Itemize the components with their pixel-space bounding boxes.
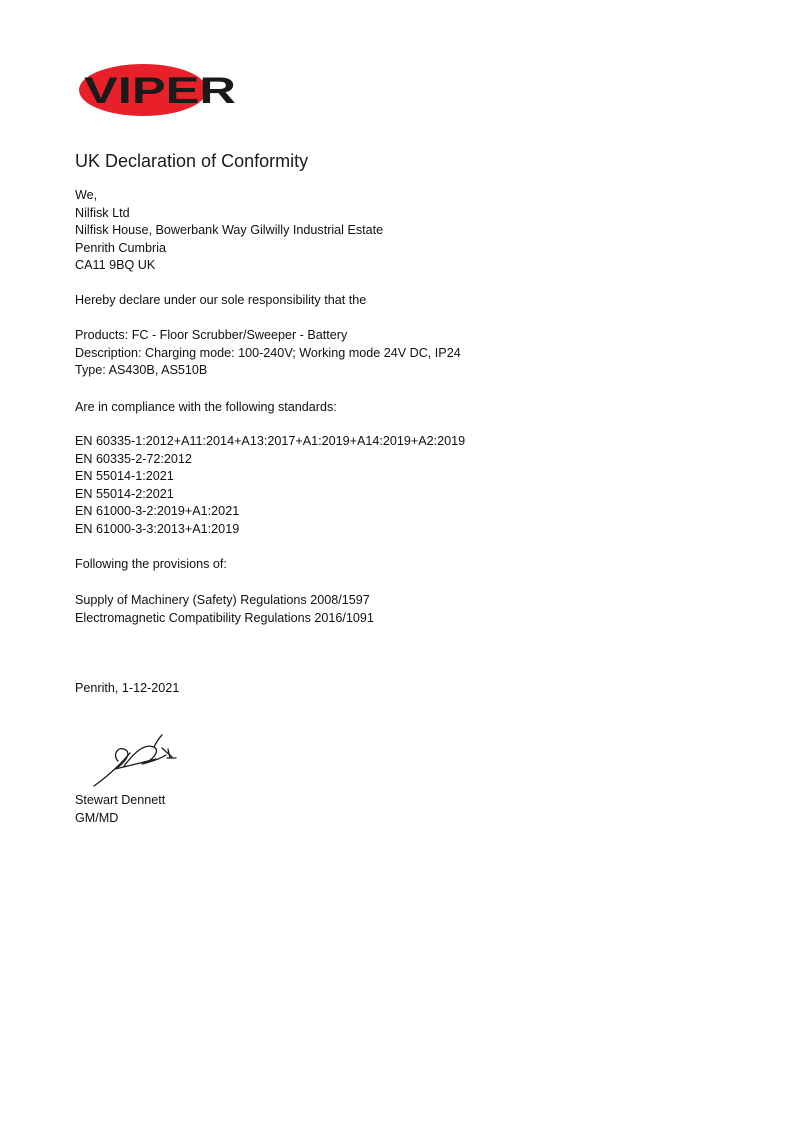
address-line: CA11 9BQ UK — [75, 258, 156, 272]
signatory-block — [75, 792, 165, 827]
standard-item: EN 55014-2:2021 — [75, 486, 174, 501]
place-date-text: Penrith, 1-12-2021 — [75, 681, 180, 695]
standards-intro-text: Are in compliance with the following standards: — [75, 400, 337, 414]
standard-item: EN 55014-1:2021 — [75, 469, 174, 483]
standard-item: EN 60335-1:2012+A11:2014+A13:2017+A1:2019+A14:2019+A2:2019 — [75, 434, 466, 448]
product-block — [75, 327, 461, 380]
standard-item: EN 60335-2-72:2012 — [75, 451, 192, 466]
provisions-list — [75, 592, 374, 627]
place-date — [75, 680, 179, 698]
standard-item: EN 61000-3-3:2013+A1:2019 — [75, 521, 240, 536]
description-line: Description: Charging mode: 100-240V; Working mode 24V DC, IP24 — [75, 345, 461, 360]
address-line: Penrith Cumbria — [75, 240, 166, 255]
logo-text: VIPER — [84, 70, 236, 111]
provisions-intro-text: Following the provisions of: — [75, 557, 227, 571]
signatory-position: GM/MD — [75, 810, 119, 825]
viper-logo — [76, 62, 238, 118]
standards-intro — [75, 399, 337, 417]
provision-item: Supply of Machinery (Safety) Regulations 2008/1597 — [75, 593, 370, 607]
page-title: UK Declaration of Conformity — [75, 151, 309, 171]
declaration-statement: Hereby declare under our sole responsibility that the — [75, 293, 367, 307]
provisions-intro — [75, 556, 227, 574]
signatory-name: Stewart Dennett — [75, 793, 166, 807]
standards-list — [75, 433, 465, 538]
provision-item: Electromagnetic Compatibility Regulations 2016/1091 — [75, 610, 374, 625]
declaration-text — [75, 292, 366, 310]
standard-item: EN 61000-3-2:2019+A1:2021 — [75, 504, 240, 518]
company-name: Nilfisk Ltd — [75, 205, 130, 220]
manufacturer-block — [75, 187, 383, 275]
address-line: Nilfisk House, Bowerbank Way Gilwilly Industrial Estate — [75, 223, 384, 237]
intro-text: We, — [75, 188, 98, 202]
type-line: Type: AS430B, AS510B — [75, 363, 208, 377]
product-line: Products: FC - Floor Scrubber/Sweeper - Battery — [75, 328, 348, 342]
handwritten-signature — [88, 731, 188, 791]
